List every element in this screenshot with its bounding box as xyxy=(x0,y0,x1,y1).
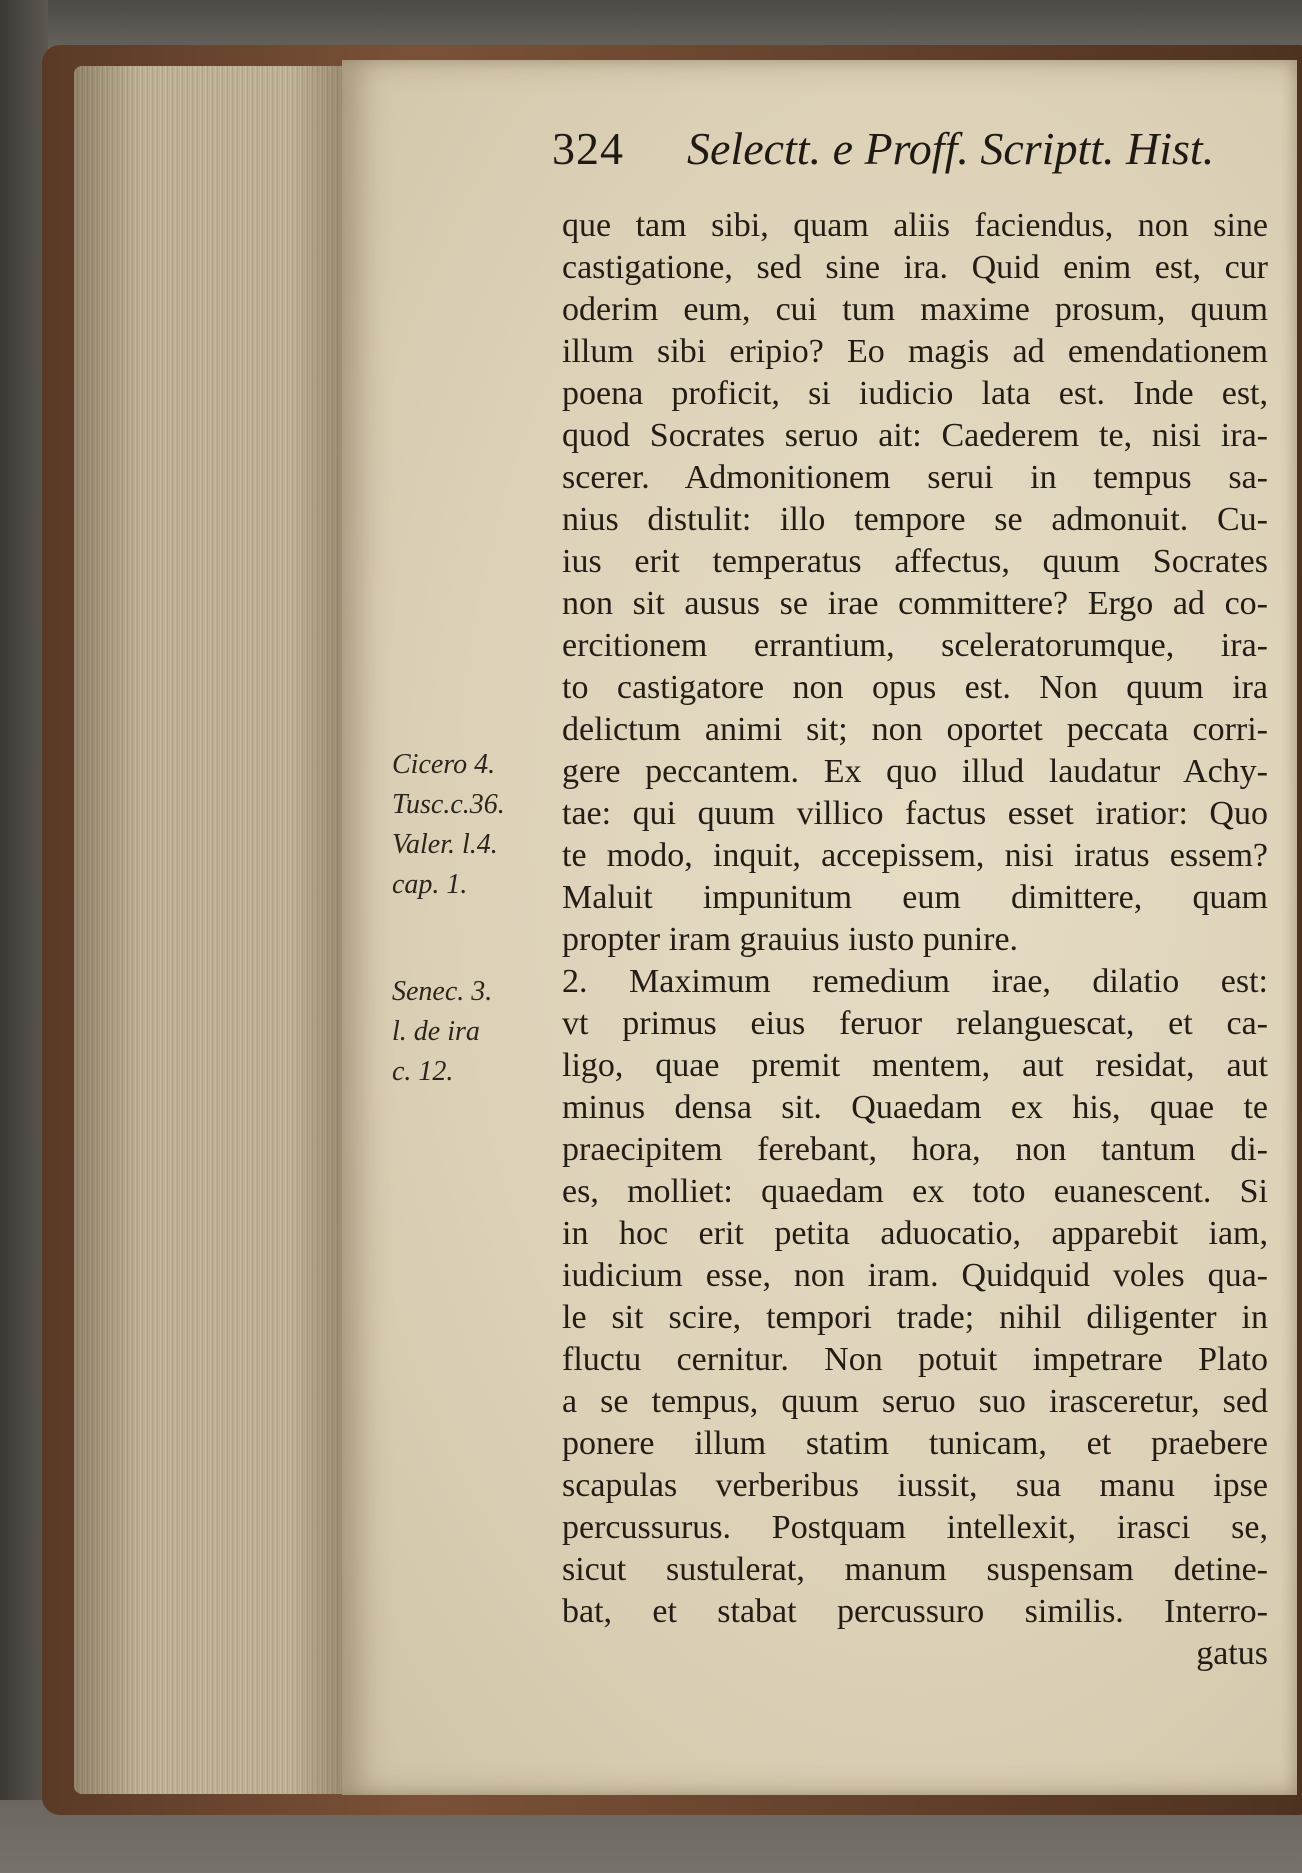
text-line: Maluit impunitum eum dimittere, quam xyxy=(562,879,1268,916)
background-left xyxy=(0,0,48,1873)
text-line: to castigatore non opus est. Non quum ira xyxy=(562,669,1268,706)
page-stack-shadow xyxy=(74,66,346,1794)
text-line: scerer. Admonitionem serui in tempus sa- xyxy=(562,459,1268,496)
text-line: le sit scire, tempori trade; nihil diligenter in xyxy=(562,1299,1268,1336)
text-line: que tam sibi, quam aliis faciendus, non sine xyxy=(562,207,1268,244)
text-line: percussurus. Postquam intellexit, irasci se, xyxy=(562,1509,1268,1546)
text-line: te modo, inquit, accepissem, nisi iratus essem? xyxy=(562,837,1268,874)
text-line: delictum animi sit; non oportet peccata corri- xyxy=(562,711,1268,748)
text-line: poena proficit, si iudicio lata est. Inde est, xyxy=(562,375,1268,412)
page-header xyxy=(552,122,1292,178)
text-line: praecipitem ferebant, hora, non tantum di- xyxy=(562,1131,1268,1168)
text-line: non sit ausus se irae committere? Ergo ad co- xyxy=(562,585,1268,622)
margin-note-line: Cicero 4. xyxy=(392,749,496,780)
text-line: sicut sustulerat, manum suspensam detine- xyxy=(562,1551,1268,1588)
margin-note-line: Valer. l.4. xyxy=(392,829,498,860)
margin-note-line: cap. 1. xyxy=(392,869,468,900)
text-line: gere peccantem. Ex quo illud laudatur Achy- xyxy=(562,753,1268,790)
text-line: minus densa sit. Quaedam ex his, quae te xyxy=(562,1089,1268,1126)
text-line: quod Socrates seruo ait: Caederem te, nisi ira- xyxy=(562,417,1268,454)
running-title: Selectt. e Proff. Scriptt. Hist. xyxy=(687,123,1215,174)
text-line: ius erit temperatus affectus, quum Socrates xyxy=(562,543,1268,580)
text-line: vt primus eius feruor relanguescat, et ca- xyxy=(562,1005,1268,1042)
text-line: scapulas verberibus iussit, sua manu ipse xyxy=(562,1467,1268,1504)
margin-note-line: c. 12. xyxy=(392,1056,454,1087)
text-line: castigatione, sed sine ira. Quid enim est, cur xyxy=(562,249,1268,286)
text-line: tae: qui quum villico factus esset iratior: Quo xyxy=(562,795,1268,832)
text-line: ercitionem errantium, sceleratorumque, ira- xyxy=(562,627,1268,664)
catchword: gatus xyxy=(1196,1635,1268,1672)
text-line: ponere illum statim tunicam, et praebere xyxy=(562,1425,1268,1462)
text-line: a se tempus, quum seruo suo irasceretur, sed xyxy=(562,1383,1268,1420)
main-text xyxy=(562,205,1268,1675)
text-line: in hoc erit petita aduocatio, apparebit iam, xyxy=(562,1215,1268,1252)
text-line: fluctu cernitur. Non potuit impetrare Plato xyxy=(562,1341,1268,1378)
text-line: es, molliet: quaedam ex toto euanescent. Si xyxy=(562,1173,1268,1210)
text-line: oderim eum, cui tum maxime prosum, quum xyxy=(562,291,1268,328)
text-line: bat, et stabat percussuro similis. Interro- xyxy=(562,1593,1268,1630)
margin-note-line: Tusc.c.36. xyxy=(392,789,505,820)
text-line: propter iram grauius iusto punire. xyxy=(562,921,1019,958)
page-number: 324 xyxy=(552,123,624,174)
text-line: nius distulit: illo tempore se admonuit. Cu- xyxy=(562,501,1268,538)
margin-note-line: Senec. 3. xyxy=(392,976,493,1007)
text-line: 2. Maximum remedium irae, dilatio est: xyxy=(562,963,1268,1000)
text-line: ligo, quae premit mentem, aut residat, aut xyxy=(562,1047,1268,1084)
text-line: iudicium esse, non iram. Quidquid voles qua- xyxy=(562,1257,1268,1294)
margin-note-line: l. de ira xyxy=(392,1016,480,1047)
text-line: illum sibi eripio? Eo magis ad emendationem xyxy=(562,333,1268,370)
